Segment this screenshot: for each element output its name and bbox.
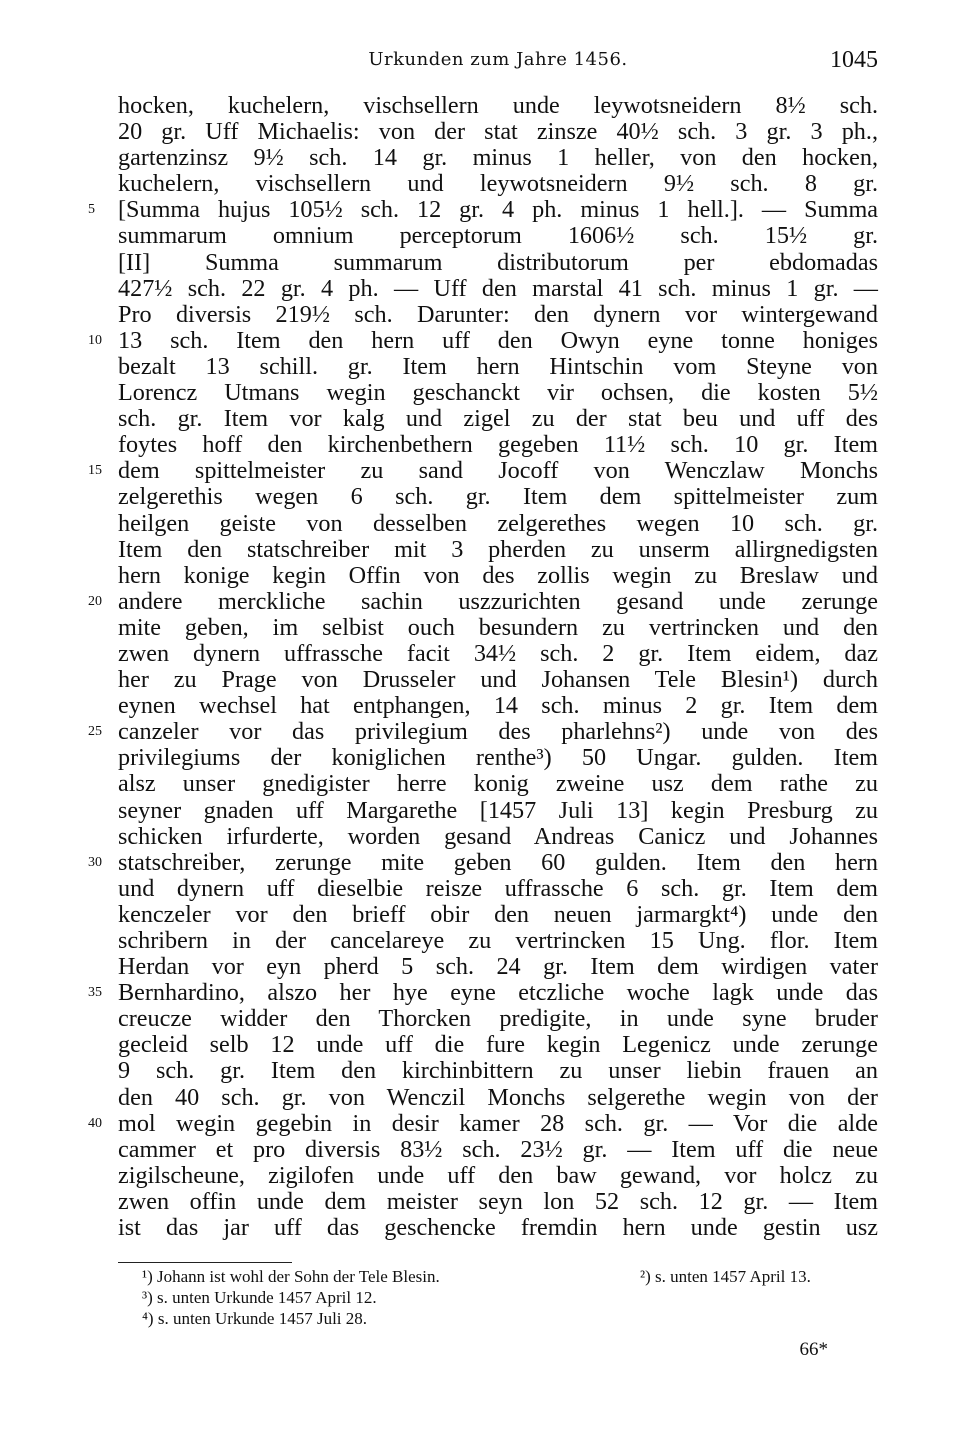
- text-line: [88, 718, 878, 746]
- line-text: den 40 sch. gr. von Wenczil Monchs selgerethe wegin von der: [118, 1083, 878, 1111]
- line-text: 20 gr. Uff Michaelis: von der stat zinsze 40½ sch. 3 gr. 3 ph.,: [118, 118, 878, 146]
- line-text: her zu Prage von Drusseler und Johansen Tele Blesin¹) durch: [118, 666, 878, 694]
- line-number: 20: [88, 593, 102, 609]
- line-text: Item den statschreiber mit 3 pherden zu unserm allirgnedigsten: [118, 535, 878, 563]
- text-line: [118, 119, 878, 145]
- text-line: [118, 354, 878, 380]
- line-text: heilgen geiste von desselben zelgerethes wegen 10 sch. gr.: [118, 509, 878, 537]
- line-text: Bernhardino, alszo her hye eyne etczliche woche lagk unde das: [118, 979, 878, 1007]
- page-number: 1045: [830, 47, 878, 73]
- line-text: [II] Summa summarum distributorum per ebdomadas: [118, 248, 878, 276]
- text-line: [118, 1163, 878, 1189]
- line-text: cammer et pro diversis 83½ sch. 23½ gr. — Item uff die neue: [118, 1135, 878, 1163]
- footnote-3: ³) s. unten Urkunde 1457 April 12.: [142, 1288, 377, 1307]
- line-text: sch. gr. Item vor kalg und zigel zu der stat beu und uff des: [118, 405, 878, 433]
- text-line: [118, 954, 878, 980]
- line-text: 9 sch. gr. Item den kirchinbittern zu unser liebin frauen an: [118, 1057, 878, 1085]
- text-line: [118, 1006, 878, 1032]
- text-line: [118, 928, 878, 954]
- line-text: bezalt 13 schill. gr. Item hern Hintschin vom Steyne von: [118, 352, 878, 380]
- line-text: dem spittelmeister zu sand Jocoff von Wenczlaw Monchs: [118, 457, 878, 485]
- line-text: foytes hoff den kirchenbethern gegeben 11½ sch. 10 gr. Item: [118, 431, 878, 459]
- line-text: eynen wechsel hat entphangen, 14 sch. minus 2 gr. Item dem: [118, 692, 878, 720]
- text-line: [118, 432, 878, 458]
- line-text: mol wegin gegebin in desir kamer 28 sch. gr. — Vor die alde: [118, 1109, 878, 1137]
- footnote-divider: [118, 1262, 292, 1263]
- line-number: 10: [88, 332, 102, 348]
- sheet-signature: 66*: [799, 1339, 828, 1360]
- line-text: alsz unser gnedigister herre konig zweine usz dem rathe zu: [118, 770, 878, 798]
- line-number: 25: [88, 724, 102, 740]
- line-number: 5: [88, 202, 95, 218]
- line-text: statschreiber, zerunge mite geben 60 gulden. Item den hern: [118, 848, 878, 876]
- line-text: seyner gnaden uff Margarethe [1457 Juli 13] kegin Presburg zu: [118, 796, 878, 824]
- text-line: [118, 484, 878, 510]
- text-line: [118, 641, 878, 667]
- text-line: [118, 771, 878, 797]
- text-line: [88, 848, 878, 876]
- line-text: zigilscheune, zigilofen unde uff den baw gewand, vor holcz zu: [118, 1161, 878, 1189]
- text-line: [118, 667, 878, 693]
- footnote-2: ²) s. unten 1457 April 13.: [640, 1267, 811, 1286]
- text-line: [118, 824, 878, 850]
- line-text: schribern in der cancelareye zu vertrincken 15 Ung. flor. Item: [118, 927, 878, 954]
- text-line: [118, 223, 878, 249]
- text-line: [88, 587, 878, 615]
- text-line: [118, 615, 878, 641]
- footnote-row-1: [142, 1266, 878, 1287]
- line-text: kuchelern, vischsellern und leywotsneidern 9½ sch. 8 gr.: [118, 170, 878, 198]
- text-line: [88, 979, 878, 1007]
- line-text: mite geben, im selbist ouch besundern zu vertrincken und den: [118, 613, 878, 641]
- line-number: 35: [88, 985, 102, 1001]
- line-text: Herdan vor eyn pherd 5 sch. 24 gr. Item dem wirdigen vater: [118, 953, 878, 981]
- footnote-row-3: [142, 1308, 878, 1329]
- text-line: [118, 563, 878, 589]
- line-text: canzeler vor das privilegium des pharlehns²) unde von des: [118, 718, 878, 746]
- text-line: [118, 302, 878, 328]
- line-text: gecleid selb 12 unde uff die fure kegin Legenicz unde zerunge: [118, 1031, 878, 1059]
- text-line: [88, 326, 878, 354]
- text-line: [88, 1109, 878, 1137]
- text-line: [118, 250, 878, 276]
- text-line: [118, 1137, 878, 1163]
- text-line: [118, 511, 878, 537]
- line-number: 15: [88, 463, 102, 479]
- line-text: kenczeler vor den brieff obir den neuen jarmargkt⁴) unde den: [118, 900, 878, 928]
- line-text: creucze widder den Thorcken predigite, in unde syne bruder: [118, 1005, 878, 1033]
- line-text: schicken irfurderte, worden gesand Andreas Canicz und Johannes: [118, 822, 878, 850]
- footnotes: [142, 1266, 878, 1329]
- line-text: zwen offin unde dem meister seyn lon 52 sch. 12 gr. — Item: [118, 1187, 878, 1215]
- line-text: zelgerethis wegen 6 sch. gr. Item dem spittelmeister zum: [118, 483, 878, 511]
- text-line: [118, 1085, 878, 1111]
- text-line: [118, 798, 878, 824]
- text-line: [88, 196, 878, 224]
- footnote-4: ⁴) s. unten Urkunde 1457 Juli 28.: [142, 1309, 368, 1328]
- text-line: [88, 457, 878, 485]
- line-text: Pro diversis 219½ sch. Darunter: den dynern vor wintergewand: [118, 300, 878, 328]
- text-line: [118, 1032, 878, 1058]
- text-line: [118, 171, 878, 197]
- line-text: [Summa hujus 105½ sch. 12 gr. 4 ph. minus 1 hell.]. — Summa: [118, 196, 878, 224]
- line-text: Lorencz Utmans wegin geschanckt vir ochsen, die kosten 5½: [118, 379, 878, 407]
- text-line: [118, 876, 878, 902]
- footnote-1: ¹) Johann ist wohl der Sohn der Tele Blesin.: [142, 1267, 440, 1286]
- line-text: summarum omnium perceptorum 1606½ sch. 15½ gr.: [118, 222, 878, 250]
- text-line: [118, 380, 878, 406]
- text-line: [118, 145, 878, 171]
- text-line: [118, 693, 878, 719]
- line-text: 13 sch. Item den hern uff den Owyn eyne tonne honiges: [118, 326, 878, 354]
- line-number: 40: [88, 1115, 102, 1131]
- line-text: zwen dynern uffrassche facit 34½ sch. 2 gr. Item eidem, daz: [118, 639, 878, 667]
- main-text-block: [88, 92, 878, 1242]
- line-text: 427½ sch. 22 gr. 4 ph. — Uff den marstal 41 sch. minus 1 gr. —: [118, 274, 878, 302]
- line-number: 30: [88, 854, 102, 870]
- text-line: [118, 537, 878, 563]
- text-line: [118, 93, 878, 119]
- text-line: [118, 1215, 878, 1241]
- line-text: und dynern uff dieselbie reisze uffrassche 6 sch. gr. Item dem: [118, 874, 878, 902]
- text-line: [118, 1058, 878, 1084]
- line-text: hern konige kegin Offin von des zollis wegin zu Breslaw und: [118, 561, 878, 589]
- line-text: privilegiums der koniglichen renthe³) 50 Ungar. gulden. Item: [118, 744, 878, 772]
- line-text: gartenzinsz 9½ sch. 14 gr. minus 1 heller, von den hocken,: [118, 144, 878, 172]
- text-line: [118, 276, 878, 302]
- text-line: [118, 745, 878, 771]
- text-line: [118, 1189, 878, 1215]
- footnote-row-2: [142, 1287, 878, 1308]
- text-line: [118, 406, 878, 432]
- line-text: hocken, kuchelern, vischsellern unde leywotsneidern 8½ sch.: [118, 92, 878, 119]
- line-text: andere merckliche sachin uszzurichten gesand unde zerunge: [118, 587, 878, 615]
- text-line: [118, 902, 878, 928]
- page-header: [118, 48, 878, 88]
- running-title: Urkunden zum Jahre 1456.: [368, 49, 628, 70]
- line-text: ist das jar uff das geschencke fremdin hern unde gestin usz: [118, 1214, 878, 1242]
